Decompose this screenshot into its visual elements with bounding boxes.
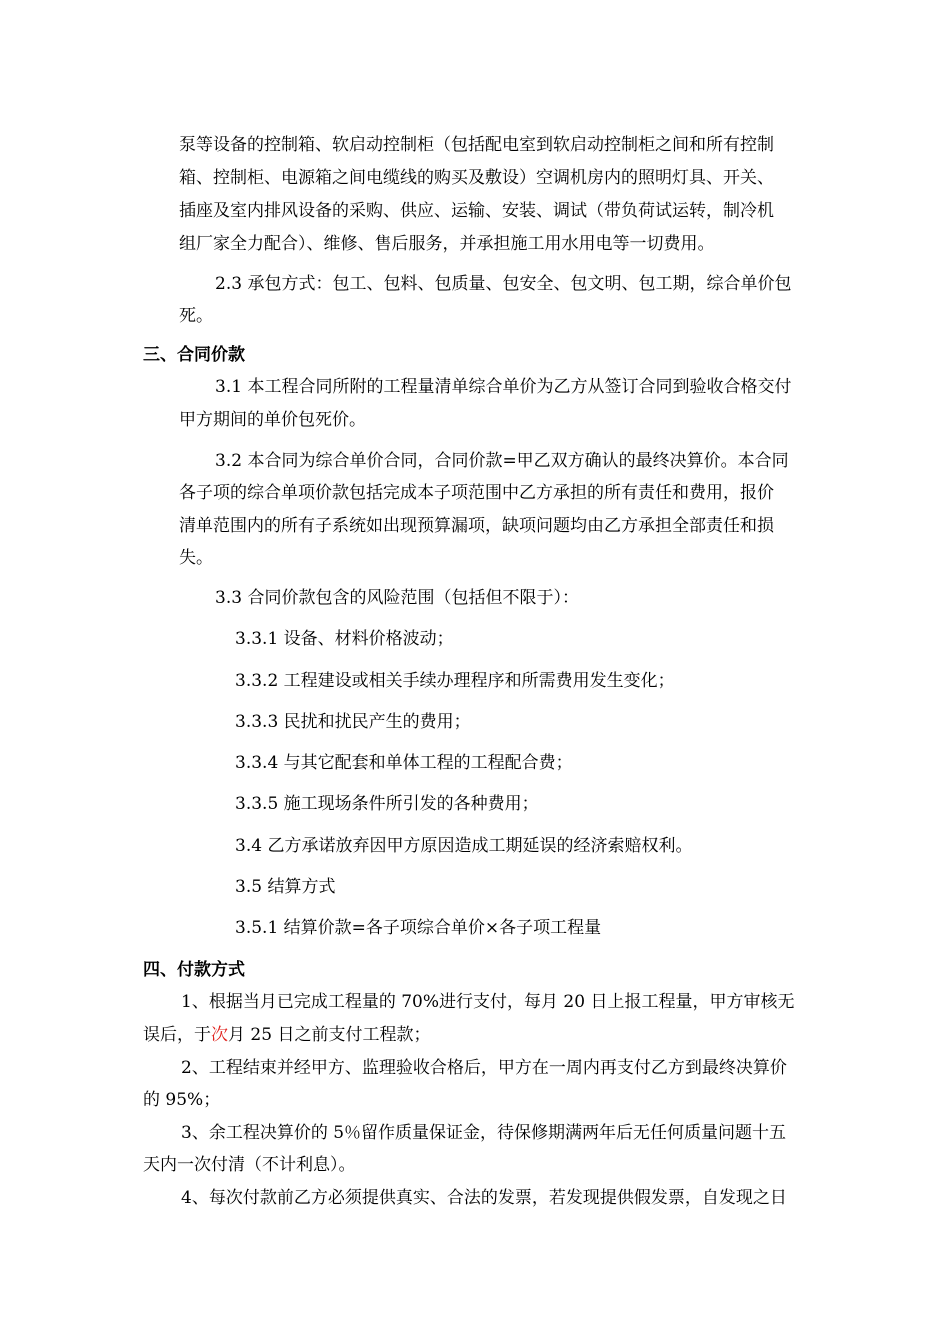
clause-3-4: 3.4 乙方承诺放弃因甲方原因造成工期延误的经济索赔权利。 [235, 836, 693, 856]
payment-item-3-cont: 天内一次付清（不计利息）。 [143, 1155, 356, 1175]
clause-3-1-cont: 甲方期间的单价包死价。 [179, 410, 366, 430]
clause-3-2-cont: 清单范围内的所有子系统如出现预算漏项，缺项问题均由乙方承担全部责任和损 [179, 516, 774, 536]
section-heading-payment-method: 四、付款方式 [143, 960, 245, 980]
text-span: 月 25 日之前支付工程款； [228, 1025, 431, 1045]
clause-3-3-2: 3.3.2 工程建设或相关手续办理程序和所需费用发生变化； [235, 671, 675, 691]
text-span: 误后，于 [143, 1025, 211, 1045]
clause-3-3-5: 3.3.5 施工现场条件所引发的各种费用； [235, 794, 539, 814]
paragraph-line: 组厂家全力配合）、维修、售后服务，并承担施工用水用电等一切费用。 [179, 234, 715, 254]
clause-3-3-1: 3.3.1 设备、材料价格波动； [235, 629, 454, 649]
paragraph-line: 箱、控制柜、电源箱之间电缆线的购买及敷设）空调机房内的照明灯具、开关、 [179, 168, 774, 188]
payment-item-3: 3、余工程决算价的 5％留作质量保证金，待保修期满两年后无任何质量问题十五 [181, 1123, 787, 1143]
clause-3-1: 3.1 本工程合同所附的工程量清单综合单价为乙方从签订合同到验收合格交付 [215, 377, 792, 397]
paragraph-line: 插座及室内排风设备的采购、供应、运输、安装、调试（带负荷试运转，制冷机 [179, 201, 774, 221]
clause-3-3: 3.3 合同价款包含的风险范围（包括但不限于）： [215, 588, 579, 608]
section-heading-contract-price: 三、合同价款 [143, 345, 245, 365]
clause-3-2-cont: 失。 [179, 548, 213, 568]
highlighted-text: 次 [211, 1025, 228, 1045]
payment-item-2-cont: 的 95%； [143, 1090, 221, 1110]
payment-item-2: 2、工程结束并经甲方、监理验收合格后，甲方在一周内再支付乙方到最终决算价 [181, 1058, 787, 1078]
clause-3-5-1: 3.5.1 结算价款=各子项综合单价×各子项工程量 [235, 918, 602, 938]
clause-3-5: 3.5 结算方式 [235, 877, 336, 897]
clause-3-3-3: 3.3.3 民扰和扰民产生的费用； [235, 712, 471, 732]
payment-item-1-cont [143, 1023, 430, 1047]
clause-3-3-4: 3.3.4 与其它配套和单体工程的工程配合费； [235, 753, 573, 773]
clause-3-2-cont: 各子项的综合单项价款包括完成本子项范围中乙方承担的所有责任和费用，报价 [179, 483, 774, 503]
payment-item-1: 1、根据当月已完成工程量的 70%进行支付，每月 20 日上报工程量，甲方审核无 [181, 992, 795, 1012]
clause-2-3: 2.3 承包方式：包工、包料、包质量、包安全、包文明、包工期，综合单价包 [215, 274, 792, 294]
clause-2-3-cont: 死。 [179, 306, 213, 326]
paragraph-line: 泵等设备的控制箱、软启动控制柜（包括配电室到软启动控制柜之间和所有控制 [179, 135, 774, 155]
clause-3-2: 3.2 本合同为综合单价合同，合同价款=甲乙双方确认的最终决算价。本合同 [215, 451, 789, 471]
payment-item-4: 4、每次付款前乙方必须提供真实、合法的发票，若发现提供假发票，自发现之日 [181, 1188, 787, 1208]
